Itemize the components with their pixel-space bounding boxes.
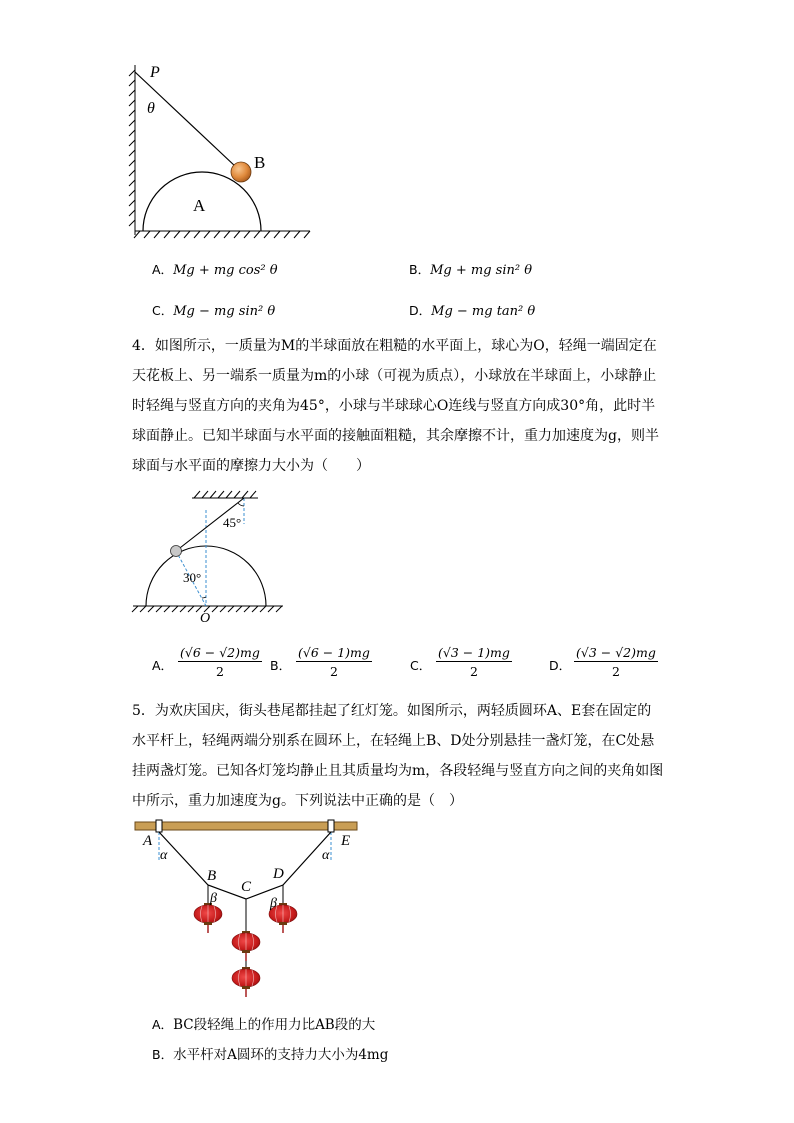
q5-line: 5．为欢庆国庆，街头巷尾都挂起了红灯笼。如图所示，两轻质圆环A、E套在固定的 — [132, 703, 652, 719]
label-B: B — [207, 868, 217, 884]
rope — [135, 72, 236, 167]
option-label: B． — [409, 262, 431, 277]
horizontal-bar — [135, 822, 357, 830]
option-label: D． — [549, 658, 572, 673]
q4-option-c[interactable] — [410, 656, 431, 674]
q5-stem — [132, 696, 662, 816]
label-theta: θ — [147, 100, 155, 117]
q5-line: 中所示，重力加速度为g。下列说法中正确的是（ ） — [132, 793, 463, 809]
q5-option-a[interactable] — [152, 1013, 375, 1033]
option-label: C． — [152, 303, 174, 318]
label-D: D — [273, 866, 284, 882]
option-label: A． — [152, 262, 174, 277]
q4-option-a-fraction — [178, 645, 262, 679]
label-45: 45° — [223, 515, 242, 530]
q3-option-a[interactable] — [152, 260, 278, 278]
numerator: (√3 − √2)mg — [576, 645, 656, 660]
option-text: 水平杆对A圆环的支持力大小为4mg — [173, 1047, 389, 1063]
ceiling — [192, 491, 258, 498]
q4-option-d[interactable] — [549, 656, 571, 674]
q3-option-c[interactable] — [152, 301, 275, 319]
numerator: (√6 − √2)mg — [180, 645, 260, 660]
option-expr: Mg − mg tan² θ — [431, 304, 536, 319]
option-label: D． — [409, 303, 432, 318]
label-beta-left: β — [210, 891, 217, 906]
q4-line: 时轻绳与竖直方向的夹角为45°，小球与半球球心O连线与竖直方向成30°角，此时半 — [132, 398, 656, 414]
numerator: (√6 − 1)mg — [298, 645, 370, 660]
floor — [134, 231, 310, 238]
option-label: B． — [152, 1047, 174, 1062]
q4-stem — [132, 331, 662, 481]
label-A: A — [143, 833, 153, 849]
option-text: BC段轻绳上的作用力比AB段的大 — [173, 1017, 376, 1033]
figure-ceiling-hemisphere — [128, 488, 288, 628]
option-label: B． — [270, 658, 292, 673]
denominator: 2 — [329, 664, 338, 679]
option-label: A． — [152, 658, 174, 673]
q4-option-a[interactable] — [152, 656, 173, 674]
denominator: 2 — [215, 664, 224, 679]
figure-lanterns — [125, 815, 365, 1010]
option-label: A． — [152, 1017, 174, 1032]
q4-line: 4．如图所示，一质量为M的半球面放在粗糙的水平面上，球心为O，轻绳一端固定在 — [132, 338, 657, 354]
q4-option-b-fraction — [296, 645, 372, 679]
option-expr: Mg + mg cos² θ — [173, 263, 278, 278]
numerator: (√3 − 1)mg — [438, 645, 510, 660]
ball-B — [231, 162, 251, 182]
wall — [129, 65, 135, 235]
label-C: C — [241, 879, 252, 895]
q4-option-c-fraction — [436, 645, 512, 679]
q5-option-b[interactable] — [152, 1043, 388, 1063]
label-beta-right: β — [270, 896, 277, 911]
label-B: B — [254, 153, 266, 172]
ball — [171, 546, 182, 557]
figure-wall-hemisphere — [120, 55, 320, 245]
q3-option-b[interactable] — [409, 260, 532, 278]
label-A: A — [193, 196, 206, 215]
label-alpha-right: α — [322, 848, 330, 863]
denominator: 2 — [611, 664, 620, 679]
q4-line: 球面静止。已知半球面与水平面的接触面粗糙，其余摩擦不计，重力加速度为g，则半 — [132, 428, 659, 444]
option-expr: Mg + mg sin² θ — [430, 263, 533, 278]
q4-option-d-fraction — [574, 645, 658, 679]
label-P: P — [150, 64, 160, 81]
q4-option-b[interactable] — [270, 656, 291, 674]
label-30: 30° — [183, 570, 202, 585]
denominator: 2 — [469, 664, 478, 679]
label-alpha-left: α — [160, 848, 168, 863]
q4-line: 天花板上、另一端系一质量为m的小球（可视为质点），小球放在半球面上，小球静止 — [132, 368, 657, 384]
q5-line: 挂两盏灯笼。已知各灯笼均静止且其质量均为m，各段轻绳与竖直方向之间的夹角如图 — [132, 763, 664, 779]
option-expr: Mg − mg sin² θ — [173, 304, 276, 319]
label-E: E — [341, 833, 351, 849]
option-label: C． — [410, 658, 432, 673]
q5-line: 水平杆上，轻绳两端分别系在圆环上，在轻绳上B、D处分别悬挂一盏灯笼，在C处悬 — [132, 733, 655, 749]
label-O: O — [200, 611, 211, 626]
q3-option-d[interactable] — [409, 301, 535, 319]
q4-line: 球面与水平面的摩擦力大小为（ ） — [132, 458, 370, 474]
